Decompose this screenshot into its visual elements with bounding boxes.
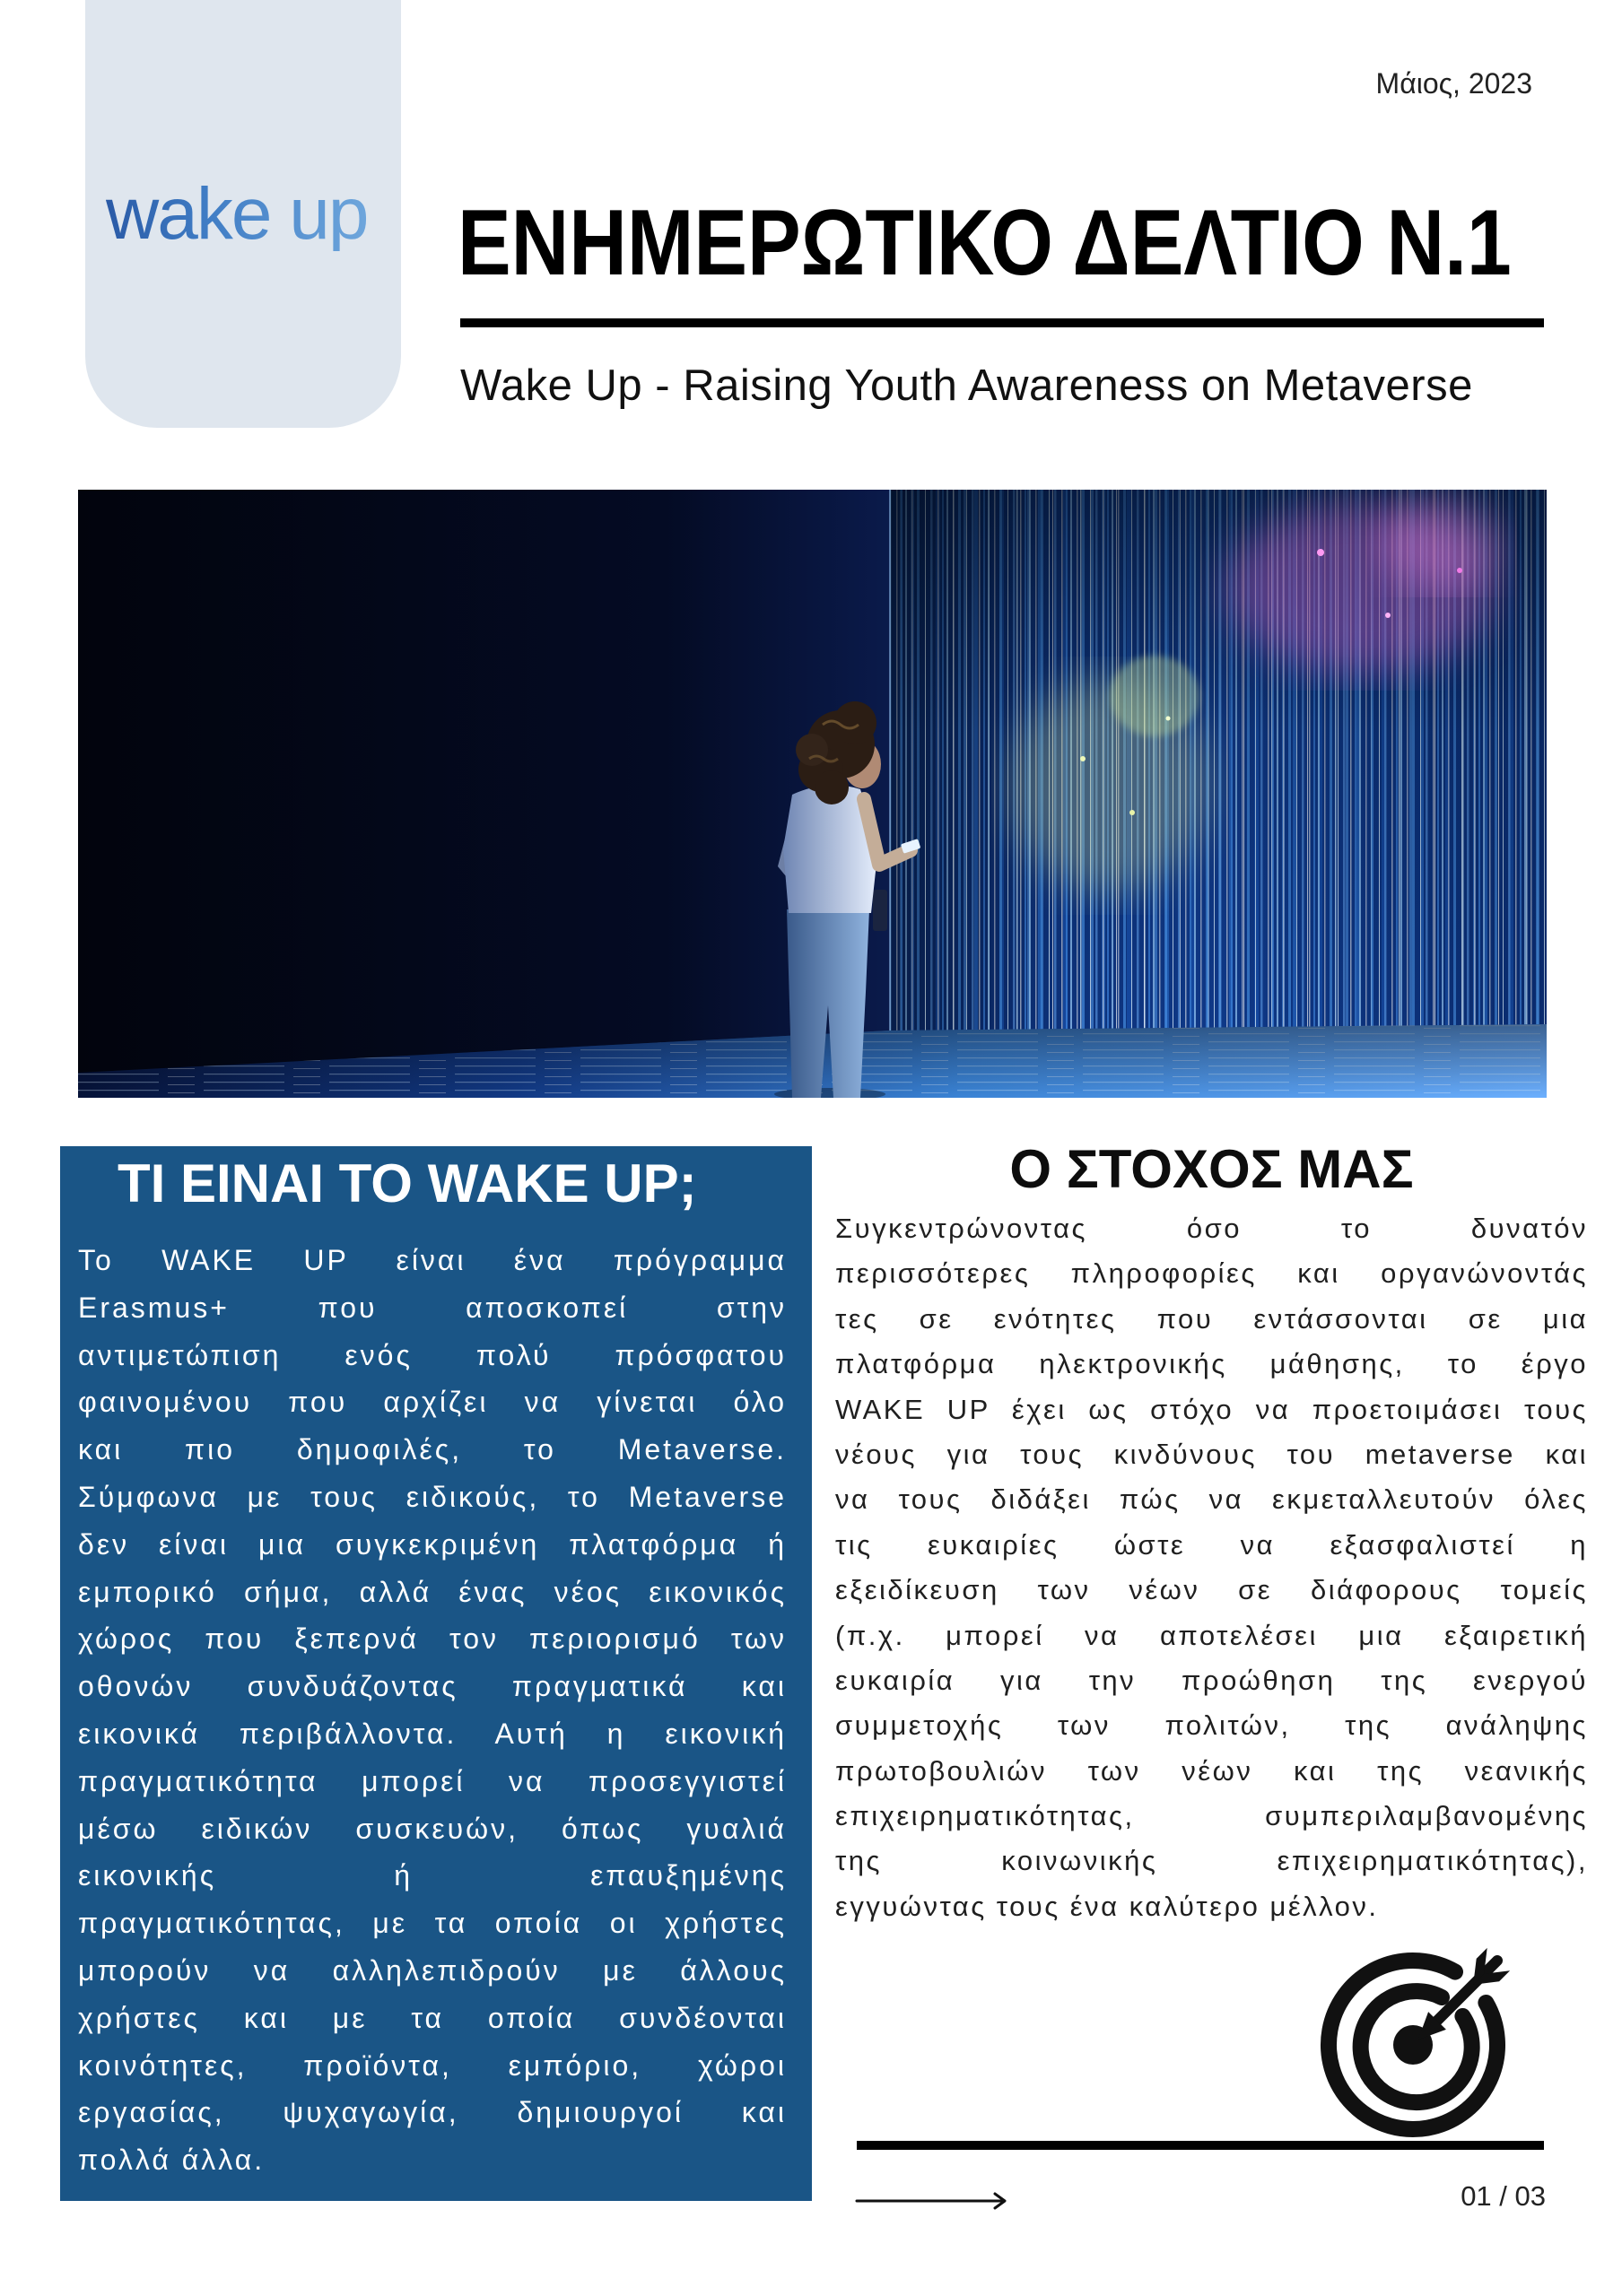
goal-line: ευκαιρία για την προώθηση της ενεργού bbox=[835, 1664, 1588, 1696]
what-is-line: χώρος που ξεπερνά τον περιορισμό των bbox=[78, 1622, 787, 1656]
what-is-line: πολλά άλλα. bbox=[78, 2144, 266, 2177]
hero-photo bbox=[78, 490, 1547, 1098]
what-is-line: εργασίας, ψυχαγωγία, δημιουργοί και bbox=[78, 2096, 787, 2129]
goal-line: να τους διδάξει πώς να εκμεταλλευτούν όλες bbox=[835, 1483, 1588, 1516]
arrow-right-icon bbox=[855, 2190, 1009, 2212]
goal-line: πλατφόρμα ηλεκτρονικής μάθησης, το έργο bbox=[835, 1348, 1588, 1380]
goal-line: πρωτοβουλιών των νέων και της νεανικής bbox=[835, 1754, 1588, 1787]
what-is-line: πραγματικότητα μπορεί να προσεγγιστεί bbox=[78, 1764, 787, 1797]
goal-line: επιχειρηματικότητας, συμπεριλαμβανομένης bbox=[835, 1800, 1588, 1832]
what-is-line: αντιμετώπιση ενός πολύ πρόσφατου bbox=[78, 1338, 787, 1371]
what-is-line: μπορούν να αλληλεπιδρούν με άλλους bbox=[78, 1953, 787, 1987]
what-is-line: δεν είναι μια συγκεκριμένη πλατφόρμα ή bbox=[78, 1527, 787, 1561]
what-is-line: Erasmus+ που αποσκοπεί στην bbox=[78, 1291, 787, 1324]
goal-line: Συγκεντρώνοντας όσο το δυνατόν bbox=[835, 1213, 1588, 1244]
wake-up-logo: wake up bbox=[106, 173, 368, 255]
goal-line: εγγυώντας τους ένα καλύτερο μέλλον. bbox=[835, 1890, 1379, 1922]
what-is-line: οθονών συνδυάζοντας πραγματικά και bbox=[78, 1670, 787, 1703]
newsletter-title: ΕΝΗΜΕΡΩΤΙΚΟ ΔΕΛΤΙΟ Ν.1 bbox=[458, 191, 1512, 295]
newsletter-subtitle: Wake Up - Raising Youth Awareness on Metaverse bbox=[460, 361, 1473, 410]
what-is-line: εμπορικό σήμα, αλλά ένας νέος εικονικός bbox=[78, 1575, 787, 1608]
page-number: 01 / 03 bbox=[1461, 2180, 1546, 2212]
title-divider bbox=[460, 318, 1544, 327]
what-is-line: και πιο δημοφιλές, το Metaverse. bbox=[78, 1433, 787, 1466]
goal-line: περισσότερες πληροφορίες και οργανώνοντάς bbox=[835, 1257, 1588, 1290]
what-is-line: χρήστες και με τα οποία συνδέονται bbox=[78, 2001, 787, 2034]
goal-line: τις ευκαιρίες ώστε να εξασφαλιστεί η bbox=[835, 1528, 1588, 1561]
goal-body bbox=[835, 1206, 1588, 1929]
goal-line: τες σε ενότητες που εντάσσονται σε μια bbox=[835, 1302, 1588, 1335]
title-container bbox=[458, 191, 1548, 295]
what-is-body bbox=[78, 1237, 787, 2184]
goal-line: WAKE UP έχει ως στόχο να προετοιμάσει τους bbox=[835, 1393, 1588, 1425]
target-arrow-icon bbox=[1307, 1924, 1540, 2144]
footer-divider bbox=[857, 2141, 1544, 2150]
what-is-line: εικονικής ή επαυξημένης bbox=[78, 1859, 787, 1892]
what-is-line: κοινότητες, προϊόντα, εμπόριο, χώροι bbox=[78, 2048, 787, 2082]
goal-line: συμμετοχής των πολιτών, της ανάληψης bbox=[835, 1709, 1588, 1742]
goal-line: εξειδίκευση των νέων σε διάφορους τομείς bbox=[835, 1574, 1588, 1606]
issue-date: Μάιος, 2023 bbox=[1375, 67, 1532, 100]
goal-line: νέους για τους κινδύνους του metaverse και bbox=[835, 1438, 1588, 1470]
goal-heading: Ο ΣΤΟΧΟΣ ΜΑΣ bbox=[1009, 1139, 1414, 1199]
goal-line: (π.χ. μπορεί να αποτελέσει μια εξαιρετική bbox=[835, 1619, 1588, 1651]
what-is-line: Το WAKE UP είναι ένα πρόγραμμα bbox=[78, 1244, 787, 1276]
what-is-line: πραγματικότητας, με τα οποία οι χρήστες bbox=[78, 1907, 787, 1940]
what-is-line: φαινομένου που αρχίζει να γίνεται όλο bbox=[78, 1386, 787, 1419]
what-is-line: Σύμφωνα με τους ειδικούς, το Metaverse bbox=[78, 1480, 787, 1513]
what-is-line: εικονικά περιβάλλοντα. Αυτή η εικονική bbox=[78, 1717, 787, 1750]
what-is-heading: ΤΙ ΕΙΝΑΙ ΤΟ WAKE UP; bbox=[118, 1153, 697, 1213]
what-is-line: μέσω ειδικών συσκευών, όπως γυαλιά bbox=[78, 1812, 787, 1845]
goal-line: της κοινωνικής επιχειρηματικότητας), bbox=[835, 1845, 1588, 1877]
